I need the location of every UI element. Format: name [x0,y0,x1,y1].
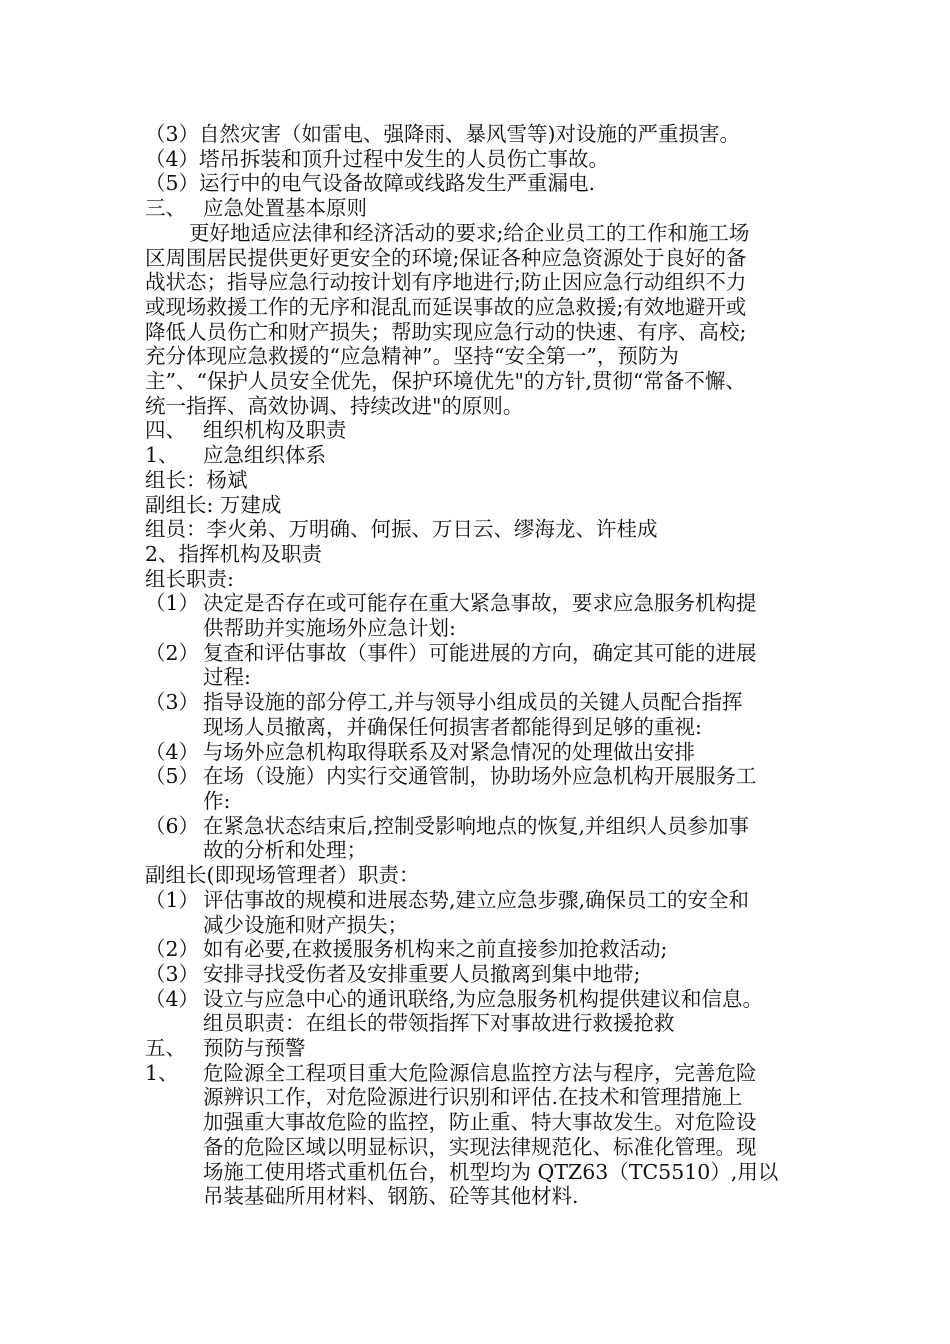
item-label: （4） [145,739,200,764]
item-line: 如有必要,在救援服务机构来之前直接参加抢救活动; [203,937,668,962]
subsection-number: 1、 [145,443,179,468]
list-item [145,641,825,690]
item-label: 1、 [145,1060,179,1085]
paragraph-line: 充分体现应急救援的“应急精神”。坚持“安全第一”，预防为 [145,344,679,369]
item-line: 危险源全工程项目重大危险源信息监控方法与程序，完善危险 [203,1060,757,1085]
paragraph-line: 更好地适应法律和经济活动的要求;给企业员工的工作和施工场 [189,220,750,245]
item-line: 作: [203,788,231,813]
list-item [145,764,825,813]
leader-duties-list [145,591,825,863]
item-line: 安排寻找受伤者及安排重要人员撤离到集中地带; [203,961,641,986]
prevention-item [145,1061,825,1209]
subsection-title: 应急组织体系 [203,443,326,468]
item-label: （2） [145,640,200,665]
item-line: 在紧急状态结束后,控制受影响地点的恢复,并组织人员参加事 [203,813,750,838]
list-item [145,690,825,739]
item-label: （2） [145,937,200,962]
section-title: 组织机构及职责 [203,418,347,443]
list-item [145,740,825,765]
list-item [145,937,825,962]
item-line: 加强重大事故危险的监控，防止重、特大事故发生。对危险设 [203,1110,757,1135]
members-line: 组员：李火弟、万明确、何振、万日云、缪海龙、许桂成 [145,517,658,542]
principle-paragraph [145,221,825,419]
deputy-line: 副组长: 万建成 [145,492,282,517]
subsection-heading-2: 2、指挥机构及职责 [145,541,323,566]
leader-line: 组长：杨斌 [145,467,248,492]
item-label: （3） [145,690,200,715]
item-label: （4） [145,986,200,1011]
list-item: （4）塔吊拆装和顶升过程中发生的人员伤亡事故。 [145,146,610,171]
item-line: 与场外应急机构取得联系及对紧急情况的处理做出安排 [203,739,695,764]
item-line: 在场（设施）内实行交通管制，协助场外应急机构开展服务工 [203,764,757,789]
list-item: （3）自然灾害（如雷电、强降雨、暴风雪等)对设施的严重损害。 [145,122,741,146]
item-line: 复查和评估事故（事件）可能进展的方向，确定其可能的进展 [203,640,757,665]
section-number: 五、 [145,1036,186,1061]
item-label: （6） [145,813,200,838]
item-line: 决定是否存在或可能存在重大紧急事故，要求应急服务机构提 [203,591,757,616]
item-line: 减少设施和财产损失； [203,912,408,937]
list-item [145,962,825,987]
section-heading-5 [145,1036,825,1061]
item-label: （5） [145,764,200,789]
item-line: 备的危险区域以明显标识，实现法律规范化、标准化管理。现 [203,1134,757,1159]
subsection-heading-1 [145,443,825,468]
item-line: 现场人员撤离，并确保任何损害者都能得到足够的重视: [203,714,702,739]
item-line: 评估事故的规模和进展态势,建立应急步骤,确保员工的安全和 [203,887,750,912]
paragraph-line: 统一指挥、高效协调、持续改进"的原则。 [145,393,524,418]
section-heading-4 [145,418,825,443]
section-heading-3 [145,196,825,221]
section-title: 预防与预警 [203,1036,306,1061]
list-item [145,987,825,1036]
list-item [145,814,825,863]
paragraph-line: 战状态；指导应急行动按计划有序地进行;防止因应急行动组织不力 [145,270,747,295]
item-label: （3） [145,961,200,986]
document-body [145,122,825,1209]
item-line: 故的分析和处理； [203,838,367,863]
item-line: 设立与应急中心的通讯联络,为应急服务机构提供建议和信息。 [203,986,764,1011]
section-number: 四、 [145,418,186,443]
paragraph-line: 降低人员伤亡和财产损失；帮助实现应急行动的快速、有序、高校; [145,319,747,344]
deputy-duties-title: 副组长(即现场管理者）职责： [145,863,420,888]
item-line: 场施工使用塔式重机伍台，机型均为 QTZ63（TC5510）,用以 [203,1159,779,1184]
item-line: 吊装基础所用材料、钢筋、砼等其他材料. [203,1184,579,1209]
item-label: （1） [145,887,200,912]
item-label: （1） [145,591,200,616]
paragraph-line: 区周围居民提供更好更安全的环境;保证各种应急资源处于良好的备 [145,245,747,270]
item-line: 源辨识工作，对危险源进行识别和评估.在技术和管理措施上 [203,1085,743,1110]
item-line: 供帮助并实施场外应急计划: [203,616,456,641]
item-line: 过程: [203,665,251,690]
item-line: 指导设施的部分停工,并与领导小组成员的关键人员配合指挥 [203,690,743,715]
list-item [145,591,825,640]
paragraph-line: 或现场救援工作的无序和混乱而延误事故的应急救援;有效地避开或 [145,294,747,319]
section-title: 应急处置基本原则 [203,196,367,221]
list-item [145,888,825,937]
section-number: 三、 [145,196,186,221]
list-item: （5）运行中的电气设备故障或线路发生严重漏电. [145,171,596,196]
deputy-duties-list [145,888,825,1036]
item-line: 组员职责：在组长的带领指挥下对事故进行救援抢救 [203,1011,675,1036]
paragraph-line: 主”、“保护人员安全优先，保护环境优先"的方针,贯彻“常备不懈、 [145,369,746,394]
leader-duties-title: 组长职责: [145,566,234,591]
